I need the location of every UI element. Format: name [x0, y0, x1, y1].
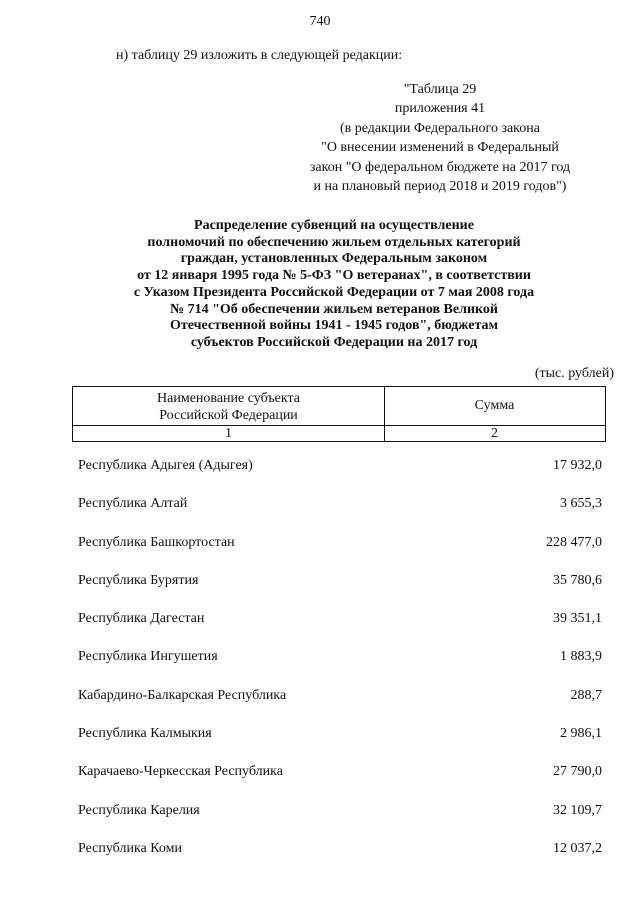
subject-name: Республика Калмыкия	[78, 726, 212, 742]
units-label: (тыс. рублей)	[534, 366, 614, 381]
subject-amount: 1 883,9	[560, 649, 602, 665]
subject-name: Республика Башкортостан	[78, 534, 235, 550]
subject-name: Республика Бурятия	[78, 572, 199, 588]
table-header	[72, 386, 606, 442]
table-row	[78, 764, 602, 802]
subject-amount: 12 037,2	[553, 840, 602, 856]
subject-name: Республика Алтай	[78, 496, 188, 512]
table-row	[78, 803, 602, 841]
subject-name: Республика Дагестан	[78, 611, 205, 627]
heading-line: Распределение субвенций на осуществление	[194, 218, 474, 233]
heading-line: полномочий по обеспечению жильем отдельных категорий	[147, 234, 521, 250]
subject-name: Кабардино-Балкарская Республика	[78, 687, 287, 703]
table-reference-line: и на плановый период 2018 и 2019 годов")	[313, 179, 567, 195]
subject-amount: 27 790,0	[553, 764, 602, 780]
table-reference-line: "О внесении изменений в Федеральный	[321, 140, 559, 156]
subject-amount: 17 932,0	[553, 458, 602, 473]
heading-line: граждан, установленных Федеральным законом	[180, 251, 488, 267]
subject-amount: 2 986,1	[560, 726, 602, 742]
intro-text: н) таблицу 29 изложить в следующей редакции:	[116, 48, 403, 63]
table-row	[78, 496, 602, 534]
table-row	[78, 458, 602, 496]
column-number-2: 2	[491, 426, 498, 441]
column-header-line: Наименование субъекта	[157, 391, 300, 406]
heading-line: от 12 января 1995 года № 5-ФЗ "О ветеранах", в соответствии	[137, 268, 531, 284]
subject-amount: 3 655,3	[560, 496, 602, 512]
column-header-amount: Сумма	[474, 398, 515, 413]
table-reference-line: приложения 41	[394, 101, 486, 117]
heading-line: с Указом Президента Российской Федерации от 7 мая 2008 года	[133, 284, 535, 300]
table-reference-line: "Таблица 29	[403, 82, 477, 97]
document-heading	[60, 218, 608, 352]
subject-amount: 35 780,6	[553, 572, 602, 588]
table-row	[78, 611, 602, 649]
table-reference-block	[260, 80, 620, 196]
subject-amount: 228 477,0	[546, 534, 602, 550]
table-reference-line: (в редакции Федерального закона	[340, 120, 540, 136]
heading-line: субъектов Российской Федерации на 2017 год	[190, 334, 478, 350]
table-row	[78, 573, 602, 611]
subject-amount: 39 351,1	[553, 611, 602, 627]
subject-name: Республика Коми	[78, 840, 182, 856]
table-row	[78, 688, 602, 726]
subject-name: Карачаево-Черкесская Республика	[78, 764, 283, 780]
table-row	[78, 535, 602, 573]
table-row	[78, 649, 602, 687]
heading-line: № 714 "Об обеспечении жильем ветеранов Великой	[170, 301, 498, 317]
heading-line: Отечественной войны 1941 - 1945 годов", бюджетам	[169, 318, 499, 334]
column-header-line: Российской Федерации	[159, 408, 298, 423]
subject-name: Республика Карелия	[78, 802, 200, 818]
table-row	[78, 726, 602, 764]
column-number-1: 1	[225, 426, 232, 441]
subject-name: Республика Адыгея (Адыгея)	[78, 458, 253, 473]
table-reference-line: закон "О федеральном бюджете на 2017 год	[309, 159, 571, 175]
subject-name: Республика Ингушетия	[78, 649, 218, 665]
page-number: 740	[309, 14, 331, 29]
subject-amount: 288,7	[570, 687, 602, 703]
table-row	[78, 841, 602, 879]
column-header-subject	[73, 390, 384, 424]
table-body	[78, 458, 602, 879]
subject-amount: 32 109,7	[553, 802, 602, 818]
